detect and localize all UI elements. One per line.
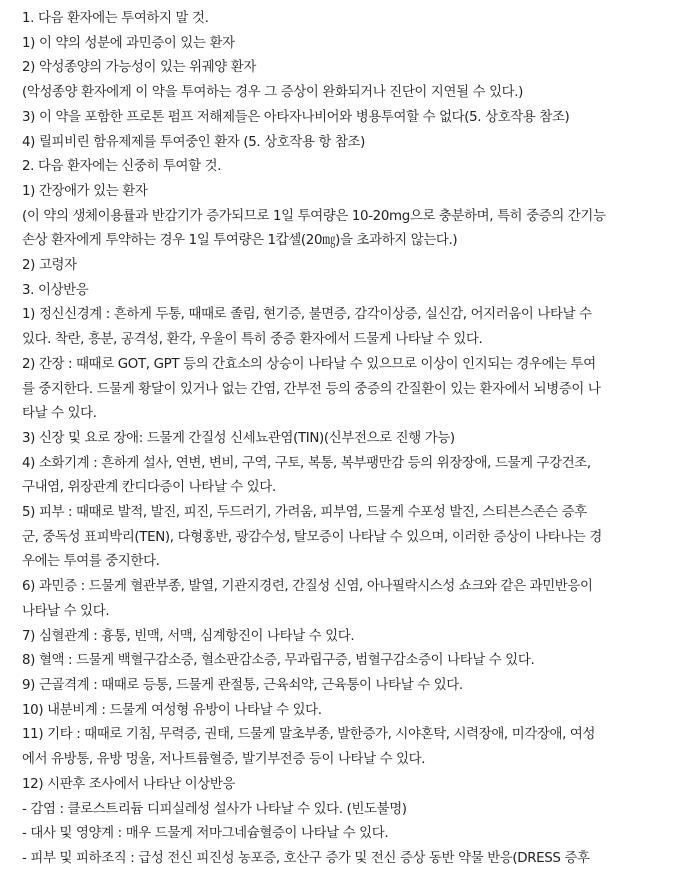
text-line: 12) 시판후 조사에서 나타난 이상반응 [22,776,236,792]
text-line: 손상 환자에게 투약하는 경우 1일 투여량은 1캅셀(20㎎)을 초과하지 않는다.) [22,233,458,249]
text-line: 5) 피부 : 때때로 발적, 발진, 피진, 두드러기, 가려움, 피부염, 드물게 수포성 발진, 스티븐스존슨 증후 [22,505,587,521]
text-line: - 대사 및 영양계 : 매우 드물게 저마그네슘혈증이 나타날 수 있다. [22,826,389,842]
text-line: 나타날 수 있다. [22,603,110,619]
text-line: 9) 근골격계 : 때때로 등통, 드물게 관절통, 근육쇠약, 근육통이 나타날 수 있다. [22,677,463,693]
text-line: 3. 이상반응 [22,282,89,298]
text-line: 있다. 착란, 흥분, 공격성, 환각, 우울이 특히 중증 환자에서 드물게 나타날 수 있다. [22,332,483,348]
text-line: 2. 다음 환자에는 신중히 투여할 것. [22,159,222,175]
text-line: 1) 정신신경계 : 흔하게 두통, 때때로 졸림, 현기증, 불면증, 감각이상증, 실신감, 어지러움이 나타날 수 [22,307,592,323]
text-line: 1) 이 약의 성분에 과민증이 있는 환자 [22,35,235,51]
text-line: 구내염, 위장관계 칸디다증이 나타날 수 있다. [22,480,276,496]
text-line: (악성종양 환자에게 이 약을 투여하는 경우 그 증상이 완화되거나 진단이 지연될 수 있다.) [22,85,524,101]
text-line: 10) 내분비계 : 드물게 여성형 유방이 나타날 수 있다. [22,702,322,718]
text-line: 에서 유방통, 유방 멍울, 저나트륨혈증, 발기부전증 등이 나타날 수 있다. [22,752,426,768]
text-line: - 피부 및 피하조직 : 급성 전신 피진성 농포증, 호산구 증가 및 전신 증상 동반 약물 반응(DRESS 증후 [22,850,590,866]
text-line: 1. 다음 환자에는 투여하지 말 것. [22,11,209,26]
text-line: 3) 신장 및 요로 장애: 드물게 간질성 신세뇨관염(TIN)(신부전으로 진행 가능) [22,430,455,446]
text-line: 2) 고령자 [22,258,77,274]
text-line: 타날 수 있다. [22,406,97,422]
text-line: 6) 과민증 : 드물게 혈관부종, 발열, 기관지경련, 간질성 신염, 아나필락시스성 쇼크와 같은 과민반응이 [22,579,593,595]
text-line: 1) 간장애가 있는 환자 [22,183,148,199]
text-line: (이 약의 생체이용률과 반감기가 증가되므로 1일 투여량은 10-20mg으로 충분하며, 특히 중증의 간기능 [22,208,606,224]
text-line: 4) 릴피비린 함유제제를 투여중인 환자 (5. 상호작용 항 참조) [22,134,365,150]
text-line: 군, 중독성 표피박리(TEN), 다형홍반, 광감수성, 탈모증이 나타날 수 있으며, 이러한 증상이 나타나는 경 [22,529,603,545]
text-line: - 감염 : 클로스트리듐 디피실레성 설사가 나타날 수 있다. (빈도불명) [22,801,407,817]
text-line: 우에는 투여를 중지한다. [22,554,160,570]
text-line: 2) 악성종양의 가능성이 있는 위궤양 환자 [22,60,256,76]
text-line: 8) 혈액 : 드물게 백혈구감소증, 혈소판감소증, 무과립구증, 범혈구감소증이 나타날 수 있다. [22,653,535,669]
text-line: 7) 심혈관계 : 흉통, 빈맥, 서맥, 심계항진이 나타날 수 있다. [22,628,355,644]
text-line: 11) 기타 : 때때로 기침, 무력증, 권태, 드물게 말초부종, 발한증가, 시야혼탁, 시력장애, 미각장애, 여성 [22,727,596,743]
text-line: 4) 소화기계 : 흔하게 설사, 연변, 변비, 구역, 구토, 복통, 복부팽만감 등의 위장장애, 드물게 구강건조, [22,455,591,471]
text-line: 2) 간장 : 때때로 GOT, GPT 등의 간효소의 상승이 나타날 수 있으므로 이상이 인지되는 경우에는 투여 [22,356,596,372]
text-line: 3) 이 약을 포함한 프로톤 펌프 저해제들은 아타자나비어와 병용투여할 수 없다(5. 상호작용 참조) [22,109,570,125]
text-line: 를 중지한다. 드물게 황달이 있거나 없는 간염, 간부전 등의 중증의 간질환이 있는 환자에서 뇌병증이 나 [22,381,601,397]
